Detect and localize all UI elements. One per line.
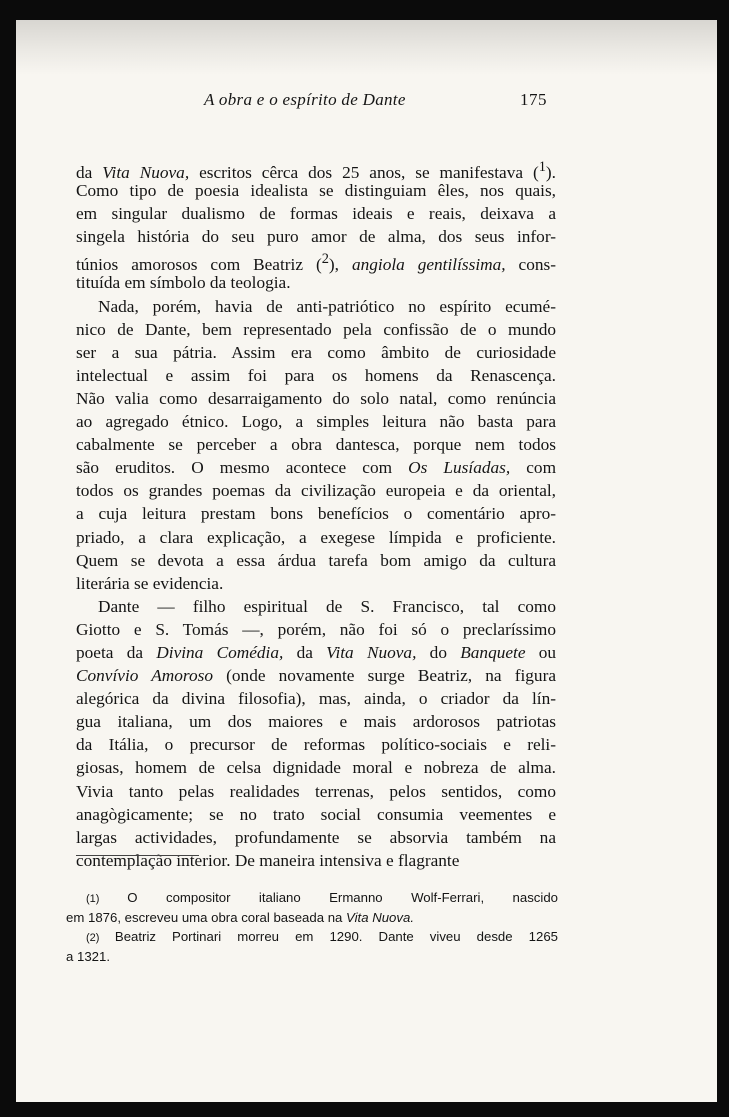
text-run: ou — [525, 642, 557, 662]
text-line — [76, 641, 556, 664]
text-run: giosas, homem de celsa dignidade moral e nobreza de alma. — [76, 758, 556, 778]
text-run: a 1321. — [66, 948, 110, 964]
text-run: poeta da — [76, 642, 157, 662]
running-title: A obra e o espírito de Dante — [204, 90, 406, 109]
text-run: gua italiana, um dos maiores e mais ardorosos patriotas — [76, 712, 556, 732]
text-run: em 1876, escreveu uma obra coral baseada na — [66, 909, 347, 925]
text-run: com — [510, 458, 557, 478]
text-run: literária se evidencia. — [76, 573, 224, 593]
text-run: largas actividades, profundamente se absorvia também na — [76, 827, 556, 847]
text-run: contemplação interior. De maneira intensiva e flagrante — [76, 850, 460, 870]
footnote-line — [66, 908, 558, 928]
text-run: Quem se devota a essa árdua tarefa bom amigo da cultura — [76, 550, 556, 570]
text-run: do — [416, 642, 461, 662]
paragraph — [76, 595, 556, 872]
footnote-line — [66, 947, 558, 967]
footnote — [66, 927, 558, 966]
text-run: são eruditos. O mesmo acontece com — [76, 458, 409, 478]
footnote-marker: (1) — [86, 893, 128, 905]
text-run: ser a sua pátria. Assim era como âmbito de curiosidade — [76, 342, 556, 362]
text-line — [76, 710, 556, 733]
text-run: cons- — [505, 255, 556, 275]
text-line — [76, 248, 556, 275]
italic-title: Convívio Amoroso — [76, 666, 213, 686]
text-run: (onde novamente surge Beatriz, na figura — [213, 666, 556, 686]
text-line — [76, 733, 556, 756]
text-line — [76, 156, 556, 182]
italic-title: Vita Nuova, — [102, 162, 190, 182]
text-run: tituída em símbolo da teologia. — [76, 273, 291, 293]
text-line — [76, 780, 556, 803]
text-line — [76, 387, 556, 410]
text-run: O compositor italiano Ermanno Wolf-Ferrari, nascido — [127, 890, 558, 905]
text-line — [76, 572, 556, 595]
italic-title: Vita Nuova. — [346, 909, 414, 925]
text-line — [76, 756, 556, 779]
page-number: 175 — [520, 90, 547, 109]
text-line — [76, 179, 556, 202]
page-header — [16, 90, 717, 116]
text-run: Beatriz Portinari morreu em 1290. Dante viveu desde 1265 — [114, 929, 559, 944]
text-run: Vivia tanto pelas realidades terrenas, pelos sentidos, como — [76, 781, 556, 801]
text-run: singela história do seu puro amor de alma, dos seus infor- — [76, 227, 556, 247]
body-text — [76, 156, 556, 872]
text-line — [76, 618, 556, 641]
text-run: anagògicamente; se no trato social consumia veementes e — [76, 804, 556, 824]
text-run: Nada, porém, havia de anti-patriótico no espírito ecumé- — [98, 296, 556, 316]
text-line — [76, 479, 556, 502]
text-line — [76, 410, 556, 433]
footnote-rule — [76, 855, 199, 856]
text-run: Não valia como desarraigamento do solo natal, como renúncia — [76, 388, 556, 408]
footnote-marker: (2) — [86, 932, 115, 944]
text-run: escritos cêrca dos 25 anos, se manifestava ( — [189, 162, 539, 182]
footnotes — [66, 888, 558, 966]
text-line — [76, 664, 556, 687]
text-line — [76, 849, 556, 872]
italic-title: angiola gentilíssima, — [351, 255, 506, 275]
text-run: nico de Dante, bem representado pela confissão de o mundo — [76, 319, 556, 339]
text-run: Dante — filho espiritual de S. Francisco, tal como — [98, 596, 556, 616]
text-line — [76, 549, 556, 572]
text-run: priado, a clara explicação, a exegese límpida e proficiente. — [76, 527, 556, 547]
text-line — [76, 826, 556, 849]
footnote — [66, 888, 558, 927]
text-line — [76, 225, 556, 248]
text-run: túnios amorosos com Beatriz ( — [76, 255, 322, 275]
text-line — [76, 318, 556, 341]
text-line — [76, 271, 556, 294]
text-run: Giotto e S. Tomás —, porém, não foi só o preclaríssimo — [76, 619, 556, 639]
text-line — [76, 595, 556, 618]
footnote-line — [66, 888, 558, 908]
text-run: da — [283, 642, 327, 662]
italic-title: Os Lusíadas, — [408, 458, 511, 478]
footnote-ref: 1 — [538, 159, 546, 175]
text-run: da Itália, o precursor de reformas político-sociais e reli- — [76, 735, 556, 755]
text-line — [76, 803, 556, 826]
text-run: a cuja leitura prestam bons benefícios o comentário apro- — [76, 504, 556, 524]
italic-title: Divina Comédia, — [156, 642, 284, 662]
text-run: ), — [328, 255, 352, 275]
text-run: da — [76, 162, 103, 182]
text-run: intelectual e assim foi para os homens da Renascença. — [76, 365, 556, 385]
text-line — [76, 364, 556, 387]
text-line — [76, 502, 556, 525]
text-run: ao agregado étnico. Logo, a simples leitura não basta para — [76, 412, 556, 432]
text-run: cabalmente se perceber a obra dantesca, porque nem todos — [76, 435, 556, 455]
footnote-ref: 2 — [321, 251, 329, 268]
italic-title: Banquete — [460, 642, 526, 662]
text-line — [76, 295, 556, 318]
text-line — [76, 526, 556, 549]
text-line — [76, 687, 556, 710]
text-run: em singular dualismo de formas ideais e reais, deixava a — [76, 204, 556, 224]
text-line — [76, 202, 556, 225]
text-run: alegórica da divina filosofia), mas, ainda, o criador da lín- — [76, 689, 556, 709]
text-run: Como tipo de poesia idealista se distinguiam êles, nos quais, — [76, 181, 556, 201]
text-run: todos os grandes poemas da civilização europeia e da oriental, — [76, 481, 556, 501]
text-line — [76, 456, 556, 479]
text-line — [76, 341, 556, 364]
paragraph — [76, 156, 556, 295]
italic-title: Vita Nuova, — [326, 642, 417, 662]
book-page — [16, 20, 717, 1102]
paragraph — [76, 295, 556, 595]
text-line — [76, 433, 556, 456]
text-run: ). — [545, 162, 556, 182]
footnote-line — [66, 927, 558, 947]
